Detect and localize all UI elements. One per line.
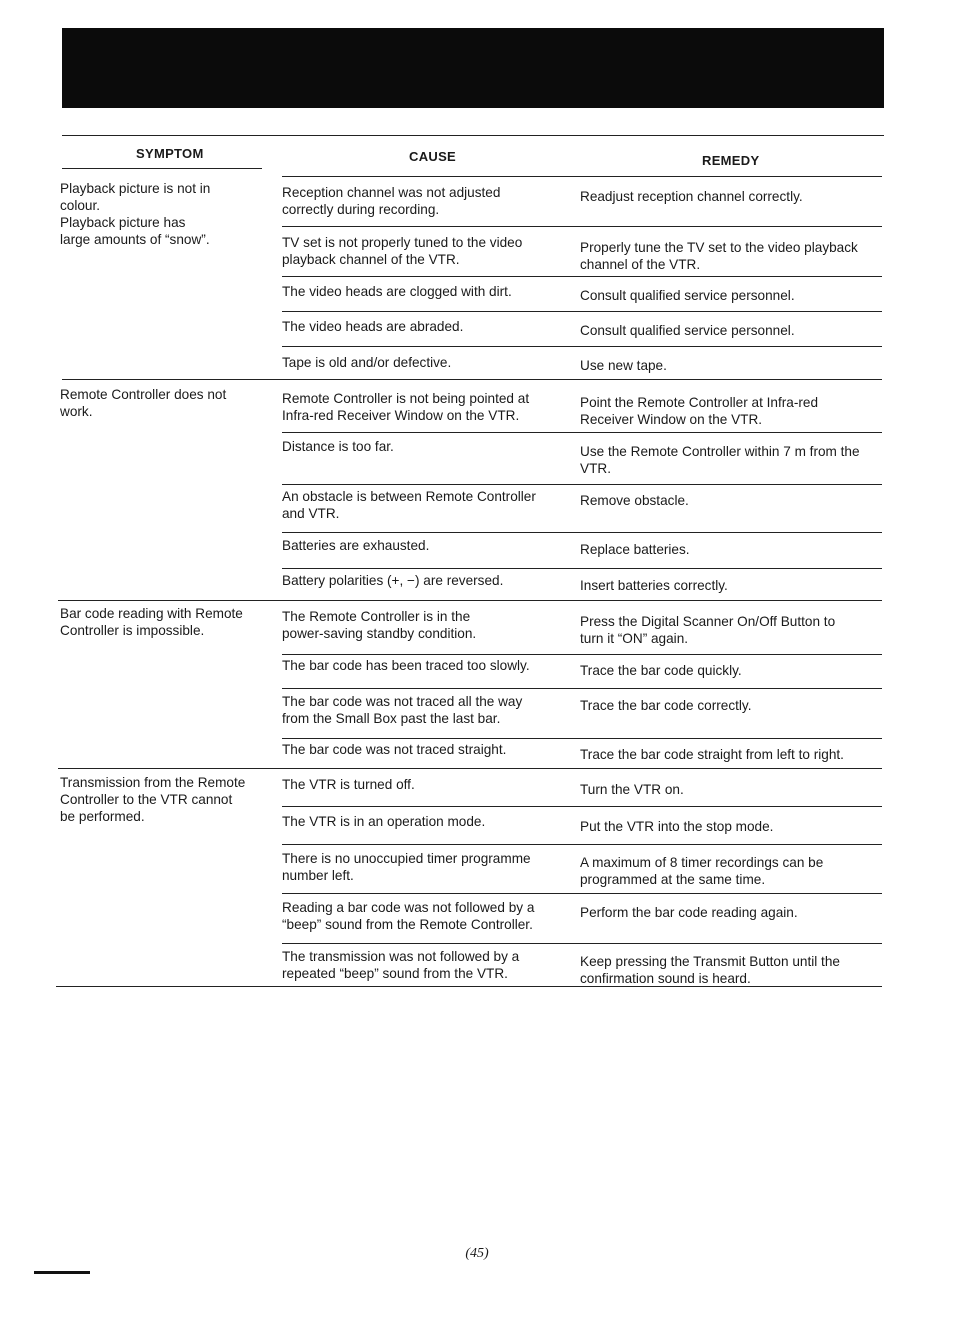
remedy-cell: Press the Digital Scanner On/Off Button to turn it “ON” again.	[580, 614, 836, 646]
row-rule	[282, 806, 882, 807]
cause-cell: Battery polarities (+, −) are reversed.	[282, 573, 504, 588]
cause-cell: The Remote Controller is in the power-saving standby condition.	[282, 609, 477, 641]
footer-mark	[34, 1271, 90, 1274]
symptom-cell: Transmission from the Remote Controller to the VTR cannot be performed.	[60, 775, 246, 824]
row-rule	[282, 226, 882, 227]
remedy-cell: Consult qualified service personnel.	[580, 288, 795, 303]
cause-cell: The transmission was not followed by a repeated “beep” sound from the VTR.	[282, 949, 520, 981]
remedy-cell: Keep pressing the Transmit Button until the confirmation sound is heard.	[580, 954, 840, 986]
header-remedy: REMEDY	[702, 153, 760, 168]
row-rule	[282, 432, 882, 433]
symptom-cell: Bar code reading with Remote Controller is impossible.	[60, 606, 243, 638]
remedy-cell: Insert batteries correctly.	[580, 578, 728, 593]
remedy-cell: Put the VTR into the stop mode.	[580, 819, 774, 834]
cause-cell: TV set is not properly tuned to the video playback channel of the VTR.	[282, 235, 523, 267]
row-rule	[282, 311, 882, 312]
row-rule	[282, 844, 882, 845]
remedy-cell: Perform the bar code reading again.	[580, 905, 798, 920]
cause-cell: Reading a bar code was not followed by a “beep” sound from the Remote Controller.	[282, 900, 535, 932]
remedy-cell: A maximum of 8 timer recordings can be programmed at the same time.	[580, 855, 824, 887]
cause-cell: The bar code was not traced all the way from the Small Box past the last bar.	[282, 694, 523, 726]
page-number: (45)	[465, 1246, 489, 1261]
title-banner	[62, 28, 884, 108]
cause-cell: The bar code was not traced straight.	[282, 742, 507, 757]
group-rule	[58, 768, 882, 769]
row-rule	[282, 346, 882, 347]
row-rule	[282, 943, 882, 944]
cause-cell: There is no unoccupied timer programme number left.	[282, 851, 531, 883]
cause-cell: Distance is too far.	[282, 439, 394, 454]
remedy-cell: Use the Remote Controller within 7 m from the VTR.	[580, 444, 860, 476]
cause-cell: The VTR is in an operation mode.	[282, 814, 486, 829]
row-rule	[282, 738, 882, 739]
symptom-cell: Playback picture is not in colour. Playback picture has large amounts of “snow”.	[60, 181, 211, 247]
remedy-cell: Properly tune the TV set to the video playback channel of the VTR.	[580, 240, 858, 272]
cause-cell: The bar code has been traced too slowly.	[282, 658, 530, 673]
remedy-cell: Replace batteries.	[580, 542, 690, 557]
group-rule	[62, 379, 882, 380]
group-rule	[58, 600, 882, 601]
row-rule	[282, 568, 882, 569]
cause-cell: The VTR is turned off.	[282, 777, 415, 792]
cause-cell: Batteries are exhausted.	[282, 538, 430, 553]
header-rule-cause-remedy	[282, 176, 882, 177]
remedy-cell: Trace the bar code straight from left to right.	[580, 747, 844, 762]
remedy-cell: Trace the bar code correctly.	[580, 698, 752, 713]
remedy-cell: Consult qualified service personnel.	[580, 323, 795, 338]
cause-cell: Tape is old and/or defective.	[282, 355, 452, 370]
remedy-cell: Use new tape.	[580, 358, 667, 373]
header-cause: CAUSE	[409, 149, 457, 164]
remedy-cell: Turn the VTR on.	[580, 782, 684, 797]
table-bottom-rule	[56, 986, 882, 987]
row-rule	[282, 484, 882, 485]
cause-cell: Remote Controller is not being pointed at Infra-red Receiver Window on the VTR.	[282, 391, 530, 423]
remedy-cell: Readjust reception channel correctly.	[580, 189, 803, 204]
remedy-cell: Point the Remote Controller at Infra-red Receiver Window on the VTR.	[580, 395, 819, 427]
row-rule	[282, 654, 882, 655]
table-top-rule	[62, 135, 884, 136]
cause-cell: An obstacle is between Remote Controller and VTR.	[282, 489, 536, 521]
cause-cell: The video heads are clogged with dirt.	[282, 284, 512, 299]
header-symptom: SYMPTOM	[136, 146, 204, 161]
row-rule	[282, 893, 882, 894]
header-rule-symptom	[62, 168, 262, 169]
symptom-cell: Remote Controller does not work.	[60, 387, 227, 419]
cause-cell: Reception channel was not adjusted correctly during recording.	[282, 185, 501, 217]
remedy-cell: Trace the bar code quickly.	[580, 663, 742, 678]
remedy-cell: Remove obstacle.	[580, 493, 689, 508]
row-rule	[282, 688, 882, 689]
row-rule	[282, 276, 882, 277]
cause-cell: The video heads are abraded.	[282, 319, 464, 334]
row-rule	[282, 532, 882, 533]
